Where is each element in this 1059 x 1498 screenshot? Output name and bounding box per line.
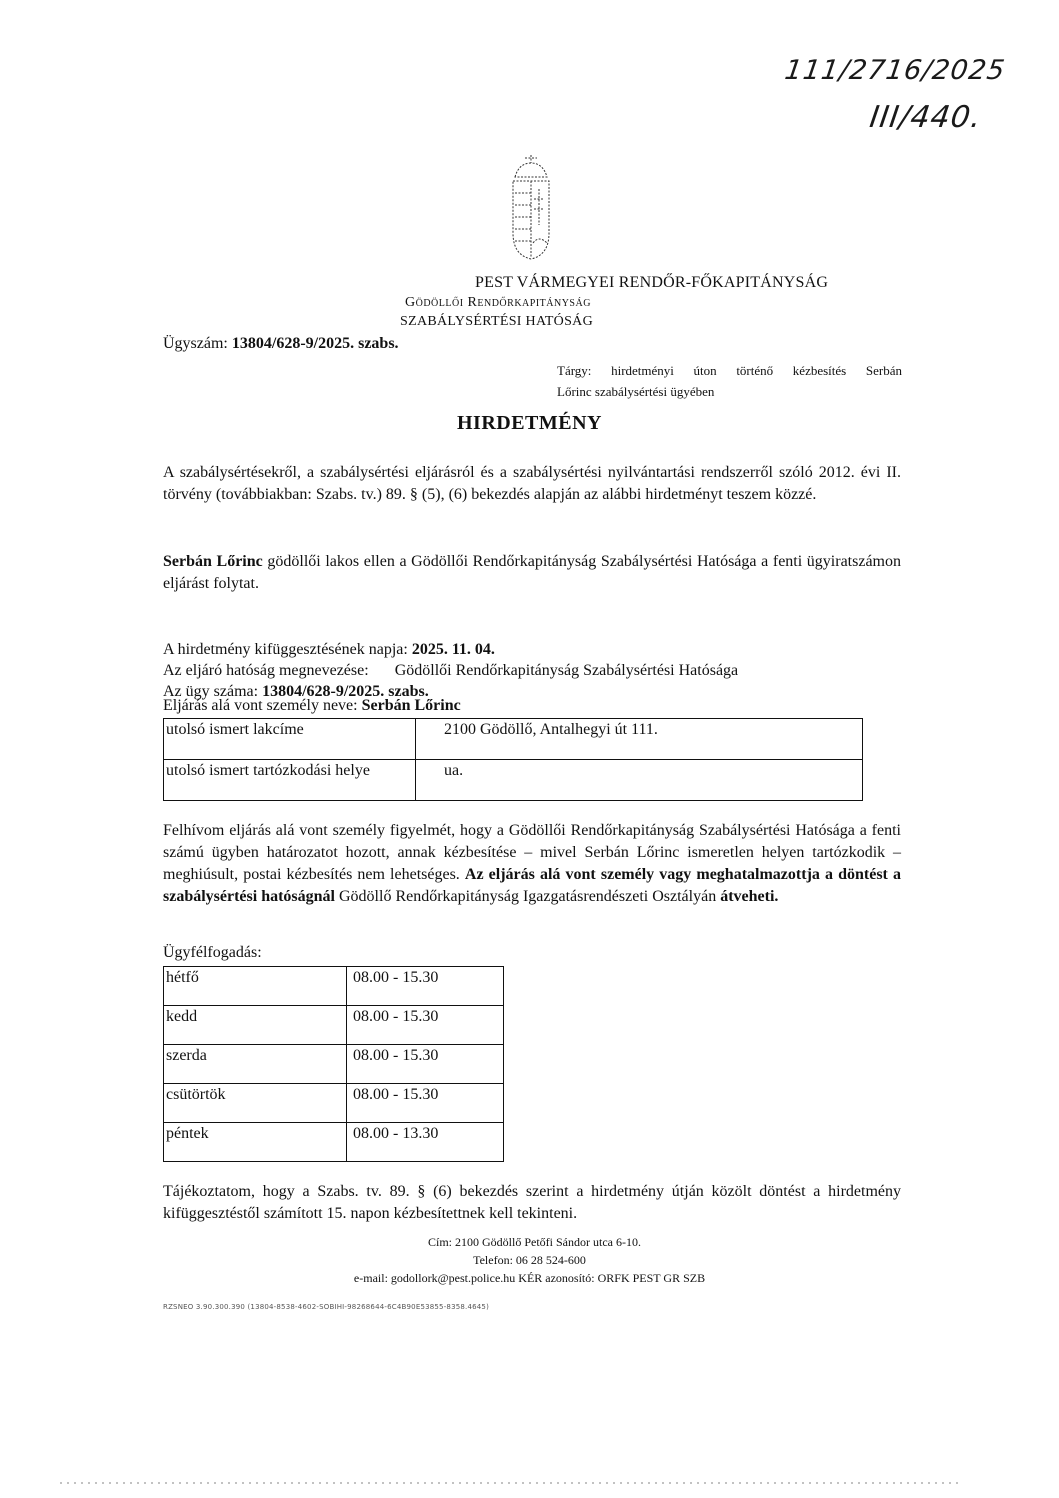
info-case-value: 13804/628-9/2025. szabs. (262, 683, 429, 700)
proceedings-text: gödöllői lakos ellen a Gödöllői Rendőrkapitányság Szabálysértési Hatósága a fenti ügyiratszámon eljárást folytat. (163, 553, 902, 592)
table-row (164, 760, 863, 801)
hours-cell: 08.00 - 15.30 (347, 1045, 504, 1084)
office-hours-table (163, 966, 504, 1162)
footer-phone: Telefon: 06 28 524-600 (473, 1253, 586, 1267)
notice-office-text: Gödöllő Rendőrkapitányság Igazgatásrendészeti Osztályán (335, 888, 721, 905)
day-cell: péntek (164, 1123, 347, 1162)
authority-line (163, 660, 903, 681)
notice-pickup-text: átveheti. (720, 888, 779, 905)
address-label-cell: utolsó ismert lakcíme (164, 719, 416, 760)
legal-basis-paragraph: A szabálysértésekről, a szabálysértési eljárásról és a szabálysértési nyilvántartási rendszerről szóló 2012. évi II. törvény (továbbiakban: Szabs. tv.) 89. § (5), (6) bekezdés alapján az alábbi hirdetményt teszem közzé. (163, 464, 901, 503)
hours-cell: 08.00 - 15.30 (347, 967, 504, 1006)
person-name-line (163, 697, 461, 715)
document-reference-code: RZSNEO 3.90.300.390 (13804-8538-4602-SOBIHI-98268644-6C4B90E53855-8358.4645) (163, 1303, 490, 1311)
hours-cell: 08.00 - 15.30 (347, 1084, 504, 1123)
posting-date-label: A hirdetmény kifüggesztésének napja: (163, 641, 408, 658)
hours-cell: 08.00 - 13.30 (347, 1123, 504, 1162)
day-cell: szerda (164, 1045, 347, 1084)
person-name-label: Eljárás alá vont személy neve: (163, 697, 358, 714)
residence-value-cell: ua. (416, 760, 863, 801)
day-cell: hétfő (164, 967, 347, 1006)
footer-email: e-mail: godollork@pest.police.hu KÉR azonosító: ORFK PEST GR SZB (353, 1271, 706, 1285)
org-name-county: PEST VÁRMEGYEI RENDŐR-FŐKAPITÁNYSÁG (475, 274, 829, 291)
footer-address: Cím: 2100 Gödöllő Petőfi Sándor utca 6-10. (428, 1235, 641, 1249)
contact-footer (0, 1233, 1059, 1287)
posting-date-value: 2025. 11. 04. (411, 641, 495, 658)
person-name-value: Serbán Lőrinc (361, 697, 461, 714)
table-row (164, 1084, 504, 1123)
handwritten-sub-number: III/440. (867, 100, 984, 135)
org-name-local: Gödöllői Rendőrkapitányság (405, 295, 591, 310)
document-title: HIRDETMÉNY (456, 412, 602, 434)
scan-artifact-dotted-line (60, 1482, 960, 1484)
info-case-label: Az ügy száma: (163, 683, 259, 700)
posting-date-line (163, 639, 903, 660)
hours-cell: 08.00 - 15.30 (347, 1006, 504, 1045)
subject-line-2: Lőrinc szabálysértési ügyében (557, 384, 715, 399)
office-hours-label: Ügyfélfogadás: (163, 944, 262, 961)
person-address-table (163, 718, 863, 801)
notice-info-block (163, 639, 903, 702)
case-number-value: 13804/628-9/2025. szabs. (231, 335, 399, 352)
case-number-line (163, 335, 399, 353)
org-name-authority: SZABÁLYSÉRTÉSI HATÓSÁG (400, 314, 593, 329)
table-row (164, 1006, 504, 1045)
table-row (164, 1045, 504, 1084)
table-row (164, 719, 863, 760)
proceedings-paragraph (163, 551, 901, 595)
subject-block (557, 360, 902, 402)
table-row (164, 967, 504, 1006)
day-cell: kedd (164, 1006, 347, 1045)
day-cell: csütörtök (164, 1084, 347, 1123)
delivery-info-paragraph: Tájékoztatom, hogy a Szabs. tv. 89. § (6) bekezdés szerint a hirdetmény útján közölt döntést a hirdetmény kifüggesztéstől számított 15. napon kézbesítettnek kell tekinteni. (163, 1183, 901, 1222)
case-number-label: Ügyszám: (163, 335, 228, 352)
handwritten-registry-number: 111/2716/2025 (782, 55, 1008, 86)
address-value-cell: 2100 Gödöllő, Antalhegyi út 111. (416, 719, 863, 760)
notice-paragraph (163, 820, 901, 908)
notice-bold-text: Az eljárás alá vont személy vagy meghatalmazottja a döntést a szabálysértési hatóságnál (163, 866, 901, 905)
notice-text: Felhívom eljárás alá vont személy figyelmét, hogy a Gödöllői Rendőrkapitányság Szabálysértési Hatósága a fenti számú ügyben határozatot hozott, annak kézbesítése – mivel Serbán Lőrinc ismeretlen helyen tartózkodik – meghiúsult, postai kézbesítés nem lehetséges. (163, 822, 901, 883)
authority-label: Az eljáró hatóság megnevezése: (163, 662, 369, 679)
person-name-bold: Serbán Lőrinc (163, 553, 263, 570)
letterhead (160, 273, 900, 331)
hungarian-coat-of-arms-icon (505, 155, 557, 263)
authority-value: Gödöllői Rendőrkapitányság Szabálysértési Hatósága (394, 662, 739, 679)
residence-label-cell: utolsó ismert tartózkodási helye (164, 760, 416, 801)
subject-line-1: Tárgy: hirdetményi úton történő kézbesítés Serbán (557, 363, 902, 378)
table-row (164, 1123, 504, 1162)
